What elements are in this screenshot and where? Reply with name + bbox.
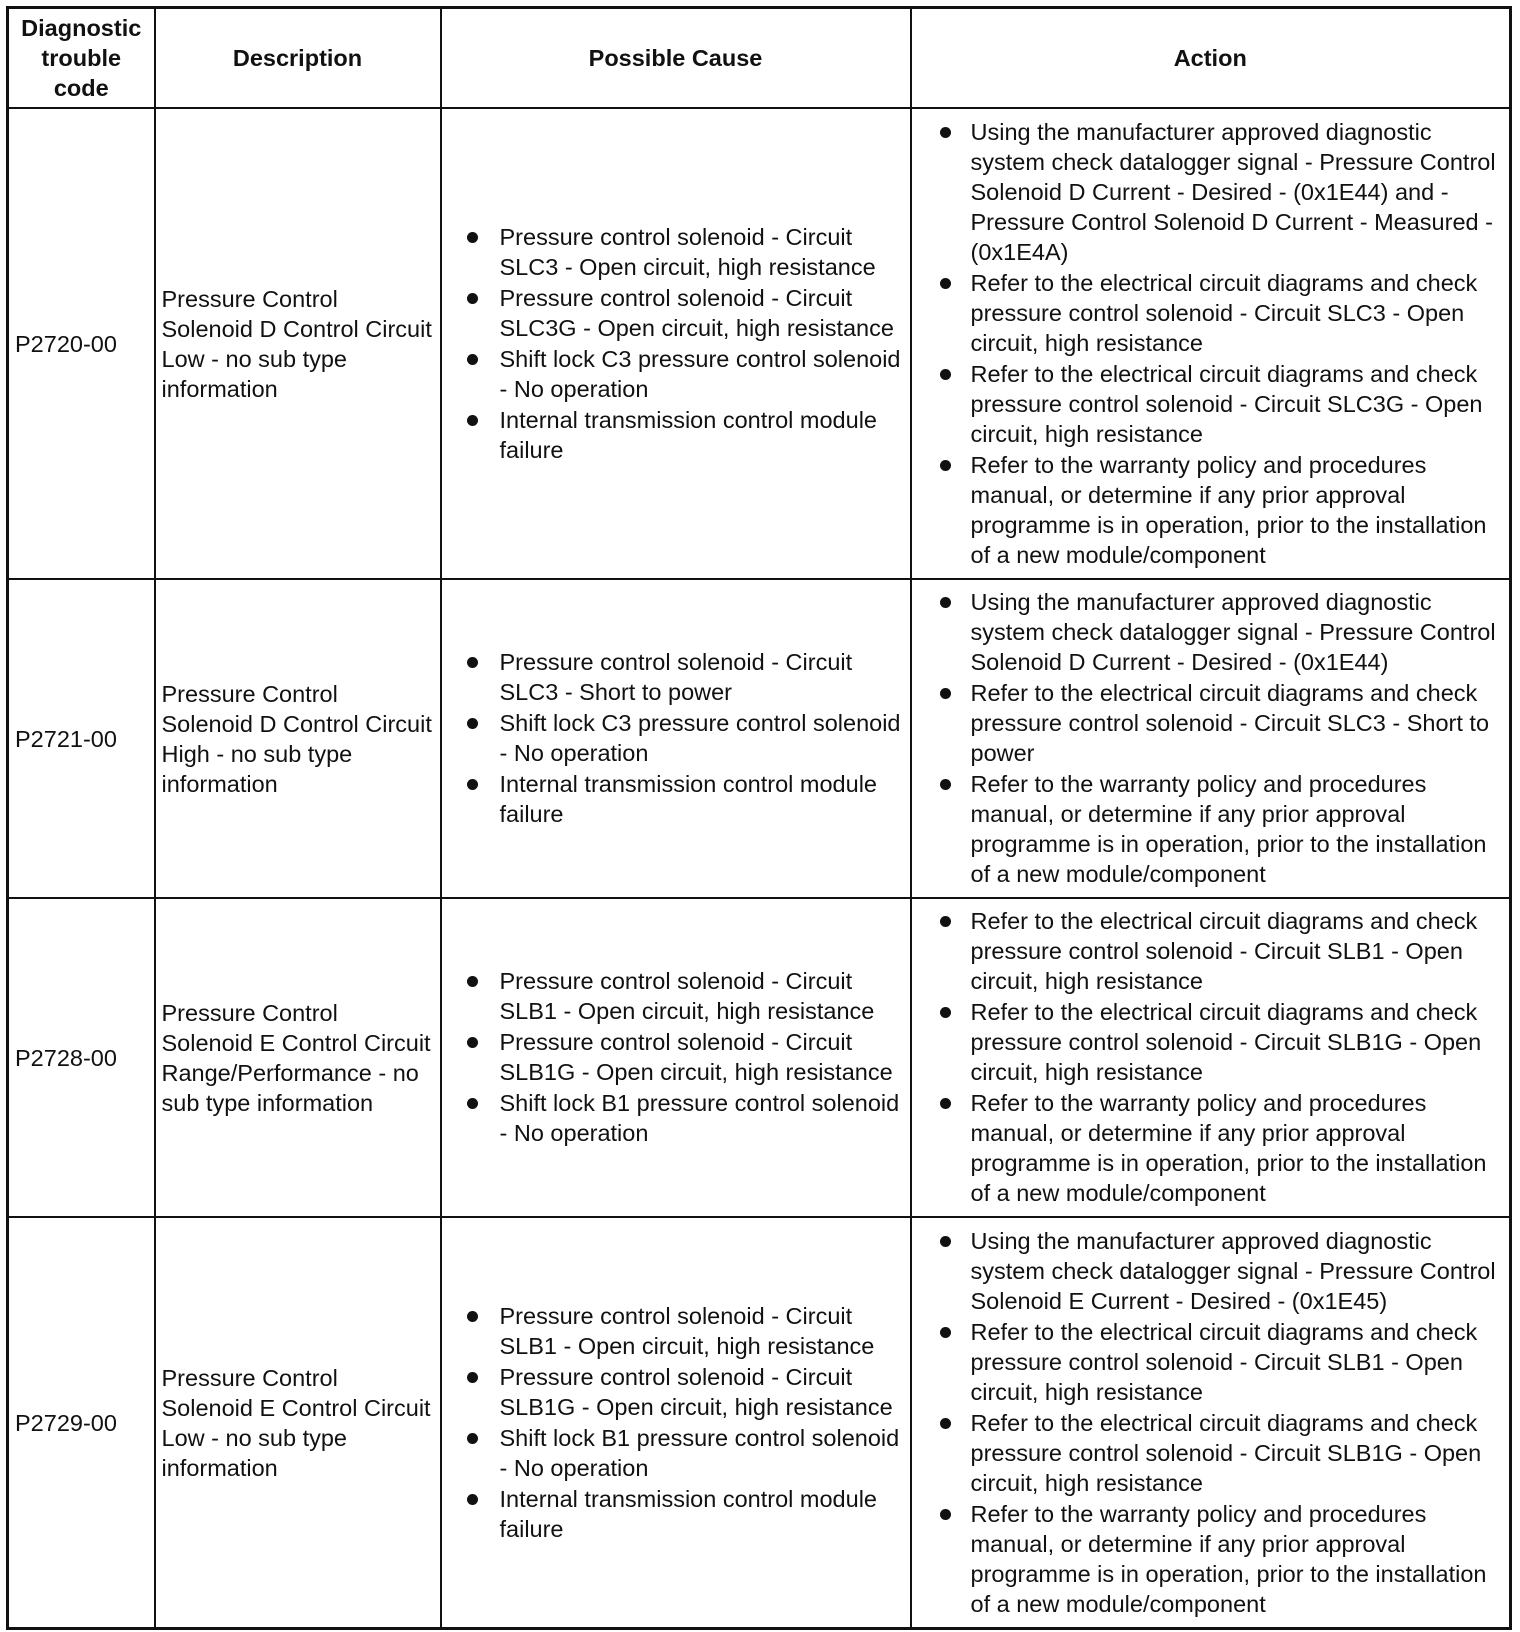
table-row bbox=[8, 579, 1511, 898]
header-code: Diagnostic trouble code bbox=[8, 8, 155, 109]
bullet-icon bbox=[467, 293, 478, 304]
bullet-icon bbox=[467, 779, 478, 790]
list-item bbox=[448, 1088, 904, 1148]
dtc-code: P2728-00 bbox=[8, 898, 155, 1217]
action-text: Refer to the electrical circuit diagrams and check pressure control solenoid - Circuit SLB1 - Open circuit, high resistance bbox=[970, 908, 1478, 994]
bullet-icon bbox=[940, 1098, 951, 1109]
cause-text: Pressure control solenoid - Circuit SLB1G - Open circuit, high resistance bbox=[499, 1029, 893, 1085]
bullet-icon bbox=[940, 460, 951, 471]
actions bbox=[911, 1217, 1511, 1629]
list-item bbox=[448, 1027, 904, 1087]
actions bbox=[911, 579, 1511, 898]
cause-text: Pressure control solenoid - Circuit SLC3 - Short to power bbox=[499, 649, 853, 705]
list-item bbox=[918, 1408, 1504, 1498]
action-text: Refer to the warranty policy and procedures manual, or determine if any prior approval programme is in operation, prior to the installation of a new module/component bbox=[970, 1090, 1487, 1206]
bullet-icon bbox=[940, 1418, 951, 1429]
header-description: Description bbox=[155, 8, 441, 109]
action-text: Using the manufacturer approved diagnostic system check datalogger signal - Pressure Control Solenoid E Current - Desired - (0x1E45) bbox=[970, 1227, 1496, 1314]
header-row bbox=[8, 8, 1511, 109]
bullet-icon bbox=[467, 354, 478, 365]
list-item bbox=[918, 997, 1504, 1087]
list-item bbox=[448, 405, 904, 465]
bullet-icon bbox=[467, 1433, 478, 1444]
bullet-icon bbox=[940, 779, 951, 790]
list-item bbox=[918, 678, 1504, 768]
bullet-icon bbox=[940, 916, 951, 927]
bullet-icon bbox=[940, 369, 951, 380]
bullet-icon bbox=[467, 1311, 478, 1322]
bullet-icon bbox=[940, 688, 951, 699]
cause-text: Internal transmission control module failure bbox=[499, 406, 877, 463]
list-item bbox=[448, 1484, 904, 1544]
action-text: Refer to the electrical circuit diagrams and check pressure control solenoid - Circuit SLC3G - Open circuit, high resistance bbox=[970, 360, 1483, 447]
bullet-icon bbox=[467, 976, 478, 987]
list-item bbox=[448, 647, 904, 707]
cause-text: Internal transmission control module failure bbox=[499, 771, 877, 827]
bullet-icon bbox=[940, 1007, 951, 1018]
actions bbox=[911, 898, 1511, 1217]
dtc-code: P2720-00 bbox=[8, 108, 155, 579]
possible-causes bbox=[441, 1217, 911, 1629]
list-item bbox=[448, 344, 904, 404]
list-item bbox=[448, 1301, 904, 1361]
dtc-code: P2721-00 bbox=[8, 579, 155, 898]
bullet-icon bbox=[467, 718, 478, 729]
list-item bbox=[918, 1088, 1504, 1208]
cause-text: Shift lock B1 pressure control solenoid - No operation bbox=[499, 1090, 900, 1146]
list-item bbox=[918, 268, 1504, 358]
header-cause: Possible Cause bbox=[441, 8, 911, 109]
possible-causes bbox=[441, 579, 911, 898]
bullet-icon bbox=[467, 1494, 478, 1505]
list-item bbox=[448, 222, 904, 282]
bullet-icon bbox=[467, 415, 478, 426]
action-text: Refer to the warranty policy and procedures manual, or determine if any prior approval programme is in operation, prior to the installation of a new module/component bbox=[970, 771, 1487, 887]
bullet-icon bbox=[467, 232, 478, 243]
cause-text: Pressure control solenoid - Circuit SLC3G - Open circuit, high resistance bbox=[499, 284, 894, 341]
list-item bbox=[918, 1317, 1504, 1407]
cause-text: Shift lock C3 pressure control solenoid - No operation bbox=[499, 345, 901, 402]
list-item bbox=[448, 1362, 904, 1422]
list-item bbox=[918, 117, 1504, 267]
cause-text: Pressure control solenoid - Circuit SLC3 - Open circuit, high resistance bbox=[499, 223, 876, 280]
bullet-icon bbox=[467, 657, 478, 668]
bullet-icon bbox=[467, 1372, 478, 1383]
dtc-code: P2729-00 bbox=[8, 1217, 155, 1629]
action-text: Refer to the electrical circuit diagrams and check pressure control solenoid - Circuit SLC3 - Short to power bbox=[970, 680, 1490, 766]
action-text: Refer to the electrical circuit diagrams and check pressure control solenoid - Circuit SLB1G - Open circuit, high resistance bbox=[970, 999, 1482, 1085]
action-text: Using the manufacturer approved diagnostic system check datalogger signal - Pressure Control Solenoid D Current - Desired - (0x1E44) bbox=[970, 589, 1496, 675]
list-item bbox=[918, 450, 1504, 570]
cause-text: Pressure control solenoid - Circuit SLB1 - Open circuit, high resistance bbox=[499, 968, 875, 1024]
possible-causes bbox=[441, 898, 911, 1217]
dtc-description: Pressure Control Solenoid D Control Circuit Low - no sub type information bbox=[155, 108, 441, 579]
list-item bbox=[918, 906, 1504, 996]
bullet-icon bbox=[467, 1037, 478, 1048]
bullet-icon bbox=[940, 597, 951, 608]
cause-text: Shift lock C3 pressure control solenoid - No operation bbox=[499, 710, 901, 766]
table-row bbox=[8, 1217, 1511, 1629]
cause-text: Pressure control solenoid - Circuit SLB1 - Open circuit, high resistance bbox=[499, 1302, 875, 1359]
bullet-icon bbox=[940, 278, 951, 289]
list-item bbox=[448, 1423, 904, 1483]
header-action: Action bbox=[911, 8, 1511, 109]
dtc-table bbox=[6, 6, 1512, 1630]
dtc-description: Pressure Control Solenoid E Control Circuit Low - no sub type information bbox=[155, 1217, 441, 1629]
list-item bbox=[448, 769, 904, 829]
bullet-icon bbox=[940, 127, 951, 138]
action-text: Refer to the warranty policy and procedures manual, or determine if any prior approval programme is in operation, prior to the installation of a new module/component bbox=[970, 451, 1487, 568]
bullet-icon bbox=[940, 1236, 951, 1247]
actions bbox=[911, 108, 1511, 579]
list-item bbox=[918, 359, 1504, 449]
table-row bbox=[8, 898, 1511, 1217]
list-item bbox=[918, 1499, 1504, 1619]
action-text: Refer to the electrical circuit diagrams and check pressure control solenoid - Circuit SLB1 - Open circuit, high resistance bbox=[970, 1318, 1478, 1405]
dtc-description: Pressure Control Solenoid E Control Circuit Range/Performance - no sub type information bbox=[155, 898, 441, 1217]
list-item bbox=[448, 966, 904, 1026]
cause-text: Pressure control solenoid - Circuit SLB1G - Open circuit, high resistance bbox=[499, 1363, 893, 1420]
possible-causes bbox=[441, 108, 911, 579]
dtc-description: Pressure Control Solenoid D Control Circuit High - no sub type information bbox=[155, 579, 441, 898]
action-text: Refer to the electrical circuit diagrams and check pressure control solenoid - Circuit SLB1G - Open circuit, high resistance bbox=[970, 1409, 1482, 1496]
action-text: Refer to the electrical circuit diagrams and check pressure control solenoid - Circuit SLC3 - Open circuit, high resistance bbox=[970, 269, 1478, 356]
bullet-icon bbox=[940, 1509, 951, 1520]
table-row bbox=[8, 108, 1511, 579]
bullet-icon bbox=[467, 1098, 478, 1109]
cause-text: Internal transmission control module failure bbox=[499, 1485, 877, 1542]
action-text: Refer to the warranty policy and procedures manual, or determine if any prior approval programme is in operation, prior to the installation of a new module/component bbox=[970, 1500, 1487, 1617]
list-item bbox=[918, 1226, 1504, 1316]
bullet-icon bbox=[940, 1327, 951, 1338]
cause-text: Shift lock B1 pressure control solenoid - No operation bbox=[499, 1424, 900, 1481]
list-item bbox=[448, 708, 904, 768]
list-item bbox=[918, 769, 1504, 889]
action-text: Using the manufacturer approved diagnostic system check datalogger signal - Pressure Control Solenoid D Current - Desired - (0x1E44) and - Pressure Control Solenoid D Current - Measured - (0x1E4A) bbox=[970, 118, 1496, 265]
list-item bbox=[448, 283, 904, 343]
list-item bbox=[918, 587, 1504, 677]
